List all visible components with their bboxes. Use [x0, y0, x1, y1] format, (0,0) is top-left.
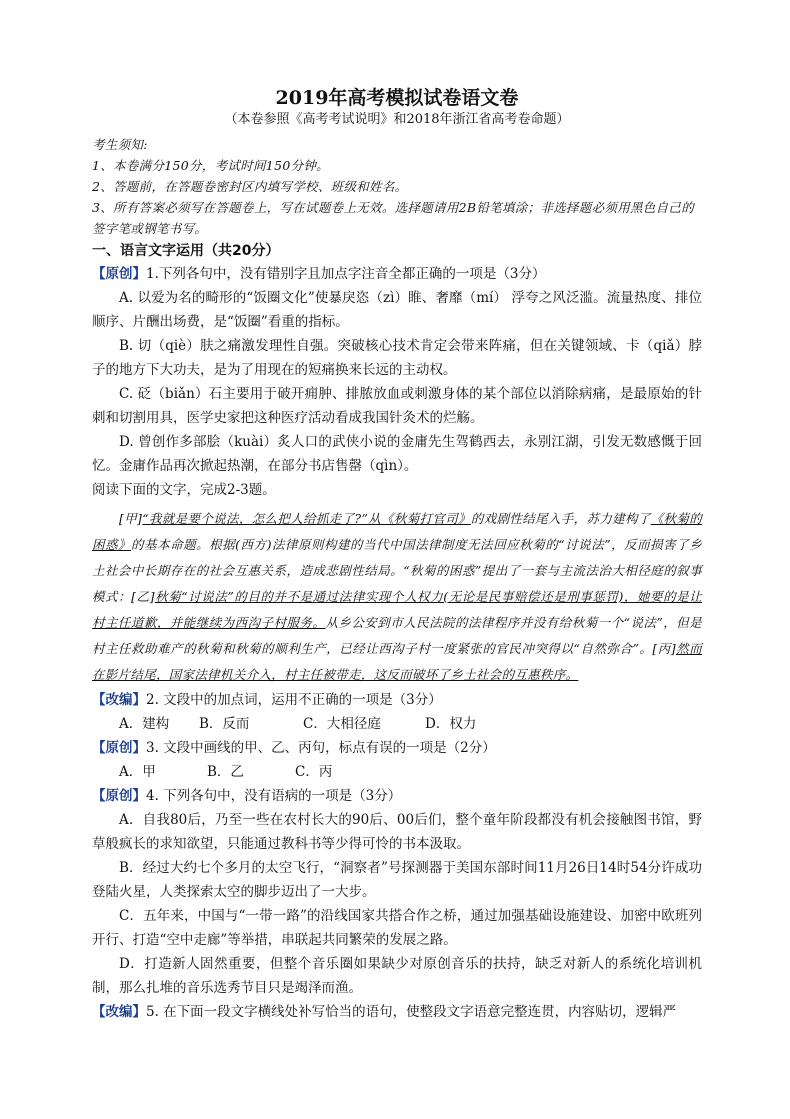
question-3: [92, 736, 702, 784]
book-title: 《秋菊的困惑》: [92, 511, 703, 552]
reading-passage: [92, 506, 702, 688]
underlined-sentence-jia: “我就是要个说法，怎么把人给抓走了?”从《秋菊打官司》: [142, 511, 471, 526]
question-stem: 3. 文段中画线的甲、乙、丙句，标点有误的一项是（2分）: [146, 740, 496, 756]
question-tag: 【原创】: [92, 266, 146, 282]
choice-row: [92, 712, 702, 736]
choice-a: A．建构: [119, 716, 170, 732]
section-heading: 一、语言文字运用（共20分）: [92, 243, 280, 259]
question-tag: 【原创】: [92, 740, 146, 756]
option-b: B. 切（qiè）肤之痛激发理性自强。突破核心技术肯定会带来阵痛，但在关键领域、卡（qiǎ）脖子的地方下大功夫，是为了用现在的短痛换来长远的主动权。: [92, 338, 702, 378]
question-stem: 4. 下列各句中，没有语病的一项是（3分）: [146, 788, 402, 804]
notice-heading: 考生须知:: [92, 137, 148, 152]
passage-text: 从乡公安到市人民法院的法律程序并没有给秋菊一个“说法”，但是村主任救助难产的秋菊和秋菊的顺利生产，已经让西沟子村一度紧张的官民冲突得以“自然弥合”。[丙]: [92, 615, 702, 656]
exam-title: 2019年高考模拟试卷语文卷: [275, 87, 519, 109]
choice-b: B．反而: [199, 716, 250, 732]
notice-item: 1、本卷满分150分，考试时间150分钟。: [92, 158, 329, 173]
passage-mark-jia: [甲]: [119, 511, 143, 526]
choice-c: C．大相径庭: [303, 716, 381, 732]
question-2: [92, 688, 702, 736]
question-stem: 5. 在下面一段文字横线处补写恰当的语句，使整段文字语意完整连贯，内容贴切，逻辑严: [146, 1004, 677, 1020]
question-4: [92, 784, 702, 1000]
underlined-sentence-bing: 然而在影片结尾，国家法律机关介入，村主任被带走，这反而破坏了乡土社会的互惠秩序。: [92, 641, 702, 682]
passage-text: 的戏剧性结尾入手，苏力建构了: [470, 511, 651, 526]
question-tag: 【改编】: [92, 692, 146, 708]
choice-c: C．丙: [295, 764, 333, 780]
option-b: B．经过大约七个多月的太空飞行，“洞察者”号探测器于美国东部时间11月26日14时54分许成功登陆火星，人类探索太空的脚步迈出了一大步。: [92, 860, 702, 900]
question-tag: 【原创】: [92, 788, 146, 804]
exam-subtitle: （本卷参照《高考考试说明》和2018年浙江省高考卷命题）: [224, 112, 570, 127]
choice-row: [92, 760, 702, 784]
question-1: [92, 262, 702, 478]
option-a: A. 以爱为名的畸形的“饭圈文化”使暴戾恣（zì）睢、奢靡（mí） 浮夸之风泛滥。流量热度、排位顺序、片酬出场费，是“饭圈”看重的指标。: [92, 290, 702, 330]
underlined-sentence-yi: 秋菊“讨说法”的目的并不是通过法律实现个人权力(无论是民事赔偿还是刑事惩罚)，她要的是让村主任道歉，并能继续为西沟子村服务。: [92, 589, 702, 630]
question-5: [92, 1000, 702, 1024]
option-d: D. 曾创作多部脍（kuài）炙人口的武侠小说的金庸先生驾鹤西去，永别江湖，引发无数感慨于回忆。金庸作品再次掀起热潮，在部分书店售罄（qìn）。: [92, 434, 702, 474]
question-stem: 1.下列各句中，没有错别字且加点字注音全都正确的一项是（3分）: [146, 266, 546, 282]
option-c: C．五年来，中国与“一带一路”的沿线国家共搭合作之桥，通过加强基础设施建设、加密中欧班列开行、打造“空中走廊”等举措，串联起共同繁荣的发展之路。: [92, 908, 702, 948]
reading-intro: 阅读下面的文字，完成2-3题。: [92, 482, 276, 498]
question-tag: 【改编】: [92, 1004, 146, 1020]
question-stem: 2. 文段中的加点词，运用不正确的一项是（3分）: [146, 692, 442, 708]
choice-b: B．乙: [207, 764, 244, 780]
notice-item: 3、所有答案必须写在答题卷上，写在试题卷上无效。选择题请用2B铅笔填涂；非选择题必须用黑色自己的签字笔或钢笔书写。: [92, 200, 694, 236]
passage-text: 的基本命题。根据(西方)法律原则构建的当代中国法律制度无法回应秋菊的“讨说法”，反而损害了乡土社会中长期存在的社会互惠关系，造成悲剧性结局。“秋菊的困惑”提出了一套与主流法治大相径庭的叙事模式：[乙]: [92, 537, 702, 604]
choice-d: D．权力: [425, 716, 477, 732]
option-d: D．打造新人固然重要，但整个音乐圈如果缺少对原创音乐的扶持，缺乏对新人的系统化培训机制，那么扎堆的音乐选秀节目只是竭泽而渔。: [92, 956, 702, 996]
choice-a: A．甲: [119, 764, 156, 780]
option-a: A．自我80后，乃至一些在农村长大的90后、00后们，整个童年阶段都没有机会接触图书馆，野草般疯长的求知欲望，只能通过教科书等少得可怜的书本汲取。: [92, 812, 702, 852]
exam-page: [92, 86, 702, 1024]
option-c: C. 砭（biǎn）石主要用于破开痈肿、排脓放血或刺激身体的某个部位以消除病痛，是最原始的针刺和切割用具，医学史家把这种医疗活动看成我国针灸术的烂觞。: [92, 386, 702, 426]
notice-item: 2、答题前，在答题卷密封区内填写学校、班级和姓名。: [92, 179, 408, 194]
notice-block: [92, 134, 702, 239]
